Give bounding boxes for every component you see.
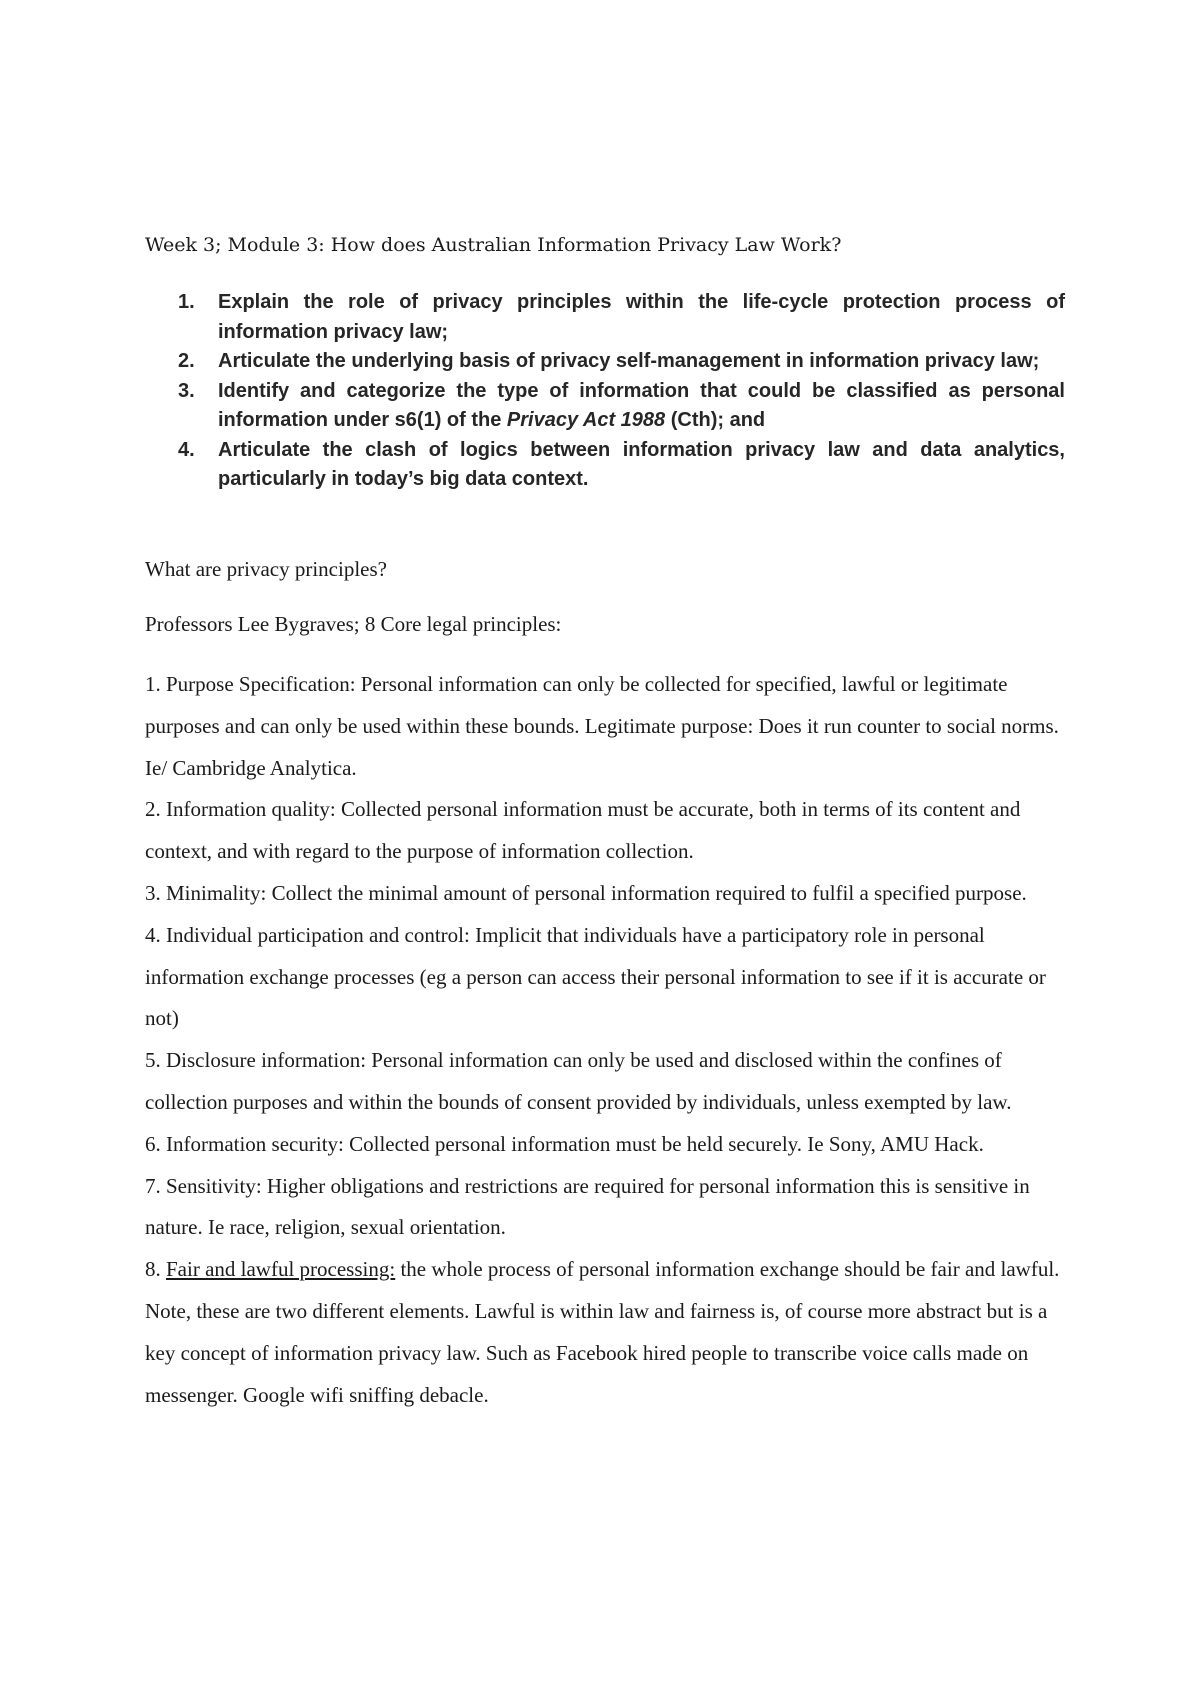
objective-item	[145, 436, 1065, 495]
objective-item	[145, 377, 1065, 436]
objective-text: Explain the role of privacy principles within the life-cycle protection process of information privacy law;	[218, 291, 1065, 343]
objective-text: Articulate the underlying basis of privacy self-management in information privacy law;	[218, 350, 1040, 372]
principle-item: 4. Individual participation and control: Implicit that individuals have a participatory role in personal information exchange processes (eg a person can access their personal information to see if it is accurate or not)	[145, 922, 1046, 1031]
principle-heading-underlined: Fair and lawful processing:	[166, 1257, 396, 1282]
section-question: What are privacy principles?	[145, 557, 387, 581]
objective-item	[145, 347, 1065, 377]
principle-item: 1. Purpose Specification: Personal information can only be collected for specified, lawful or legitimate purposes and can only be used within these bounds. Legitimate purpose: Does it run counter to social norms. Ie/ Cambridge Analytica.	[145, 672, 1059, 780]
principle-item	[145, 1249, 1065, 1416]
principle-item: 7. Sensitivity: Higher obligations and restrictions are required for personal information this is sensitive in nature. Ie race, religion, sexual orientation.	[145, 1173, 1030, 1240]
principle-item: 5. Disclosure information: Personal information can only be used and disclosed within the confines of collection purposes and within the bounds of consent provided by individuals, unless exempted by law.	[145, 1048, 1012, 1114]
objective-number: 4.	[178, 438, 195, 461]
principle-number: 8.	[145, 1257, 166, 1282]
principle-item: 2. Information quality: Collected personal information must be accurate, both in terms of its content and context, and with regard to the purpose of information collection.	[145, 797, 1021, 864]
objective-number: 1.	[178, 291, 195, 313]
objective-item	[145, 288, 1065, 347]
objective-text: Articulate the clash of logics between information privacy law and data analytics, particularly in today’s big data context.	[218, 438, 1065, 490]
objective-text: Identify and categorize the type of information that could be classified as personal information under s6(1) of the	[218, 379, 1065, 431]
act-title: Privacy Act 1988	[506, 409, 666, 431]
principle-text: the whole process of personal information exchange should be fair and lawful. Note, these are two different elements. Lawful is within law and fairness is, of course more abstract but is a key concept of information privacy law. Such as Facebook hired people to transcribe voice calls made on messenger. Google wifi sniffing debacle.	[145, 1257, 1060, 1407]
learning-objectives-list	[145, 288, 1065, 495]
objective-number: 3.	[178, 379, 195, 402]
objective-number: 2.	[178, 350, 195, 372]
principle-item: 6. Information security: Collected personal information must be held securely. Ie Sony, AMU Hack.	[145, 1131, 984, 1156]
objective-text-end: (Cth); and	[665, 409, 766, 431]
page-title: Week 3; Module 3: How does Australian Information Privacy Law Work?	[145, 234, 842, 256]
principles-list	[145, 664, 1065, 1416]
principle-item: 3. Minimality: Collect the minimal amount of personal information required to fulfil a specified purpose.	[145, 880, 1027, 905]
principles-intro: Professors Lee Bygraves; 8 Core legal principles:	[145, 612, 562, 636]
